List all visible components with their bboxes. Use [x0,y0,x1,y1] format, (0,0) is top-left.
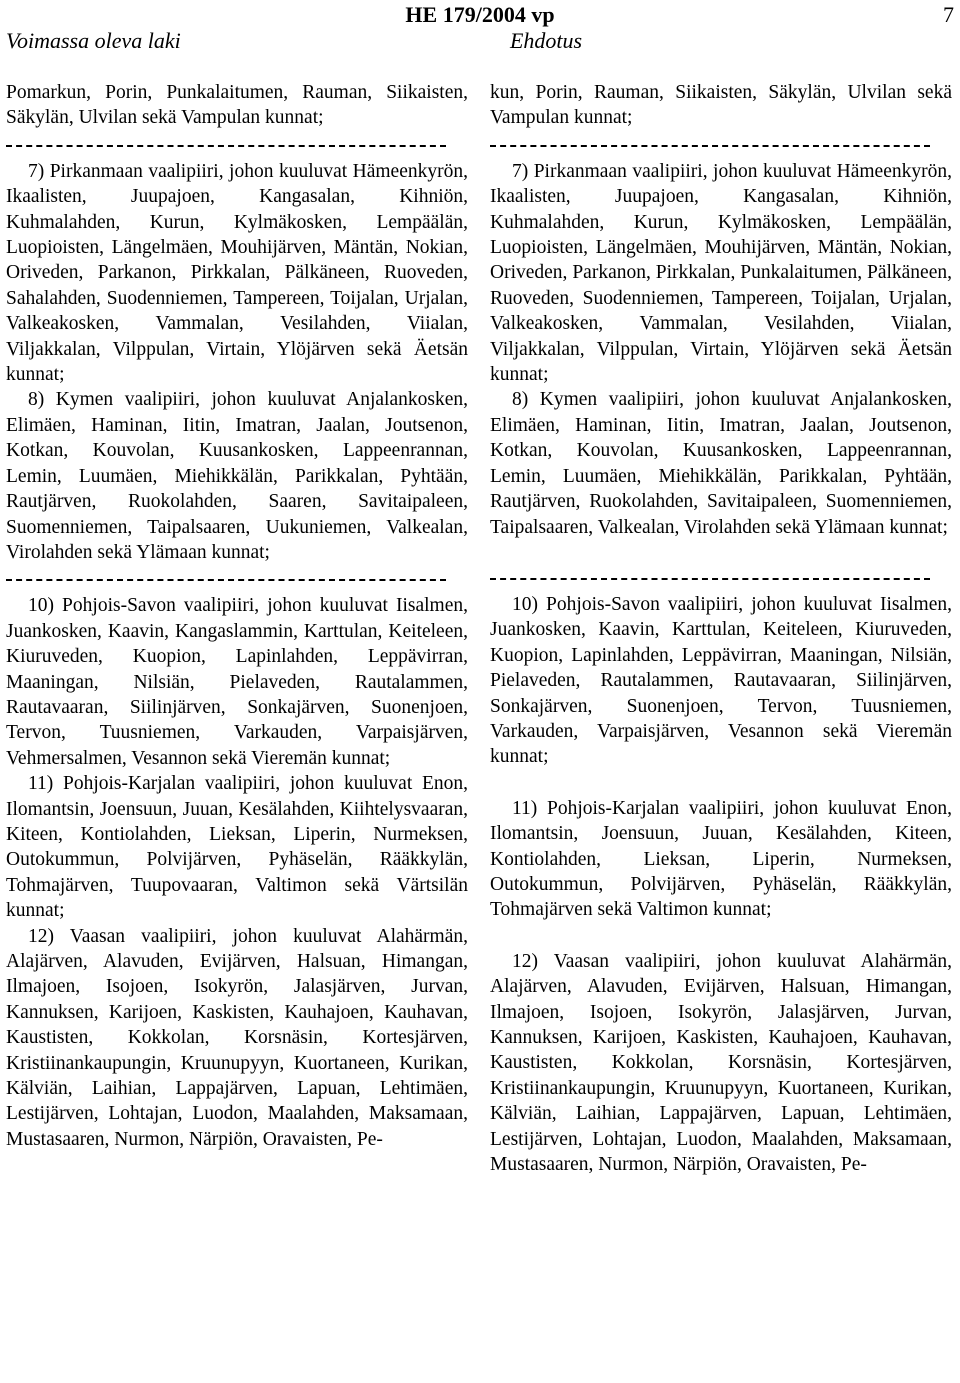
current-law-column [6,80,468,1152]
paragraph-8: 8) Kymen vaalipiiri, johon kuuluvat Anjalankosken, Elimäen, Haminan, Iitin, Imatran, Jaalan, Joutsenon, Kotkan, Kouvolan, Kuusankosken, Lappeenrannan, Lemin, Luumäen, Miehikkälän, Parikkalan, Pyhtään, Rautjärven, Ruokolahden, Savitaipaleen, Suomenniemen, Taipalsaaren, Valkealan, Virolahden sekä Ylämaan kunnat; [490,389,952,538]
spacer [490,923,952,949]
page-header [0,0,960,60]
proposal-label: Ehdotus [509,28,583,53]
document-id: HE 179/2004 vp [405,2,555,27]
proposal-column [490,80,952,1177]
spacer [490,770,952,796]
omission-divider [490,145,930,147]
current-law-label: Voimassa oleva laki [6,28,181,53]
paragraph-6-tail: Pomarkun, Porin, Punkalaitumen, Rauman, Siikaisten, Säkylän, Ulvilan sekä Vampulan kunnat; [6,82,468,129]
paragraph-7: 7) Pirkanmaan vaalipiiri, johon kuuluvat Hämeenkyrön, Ikaalisten, Juupajoen, Kangasalan, Kihniön, Kuhmalahden, Kurun, Kylmäkosken, Lempäälän, Luopioisten, Längelmäen, Mouhijärven, Mäntän, Nokian, Oriveden, Parkanon, Pirkkalan, Pälkäneen, Ruoveden, Sahalahden, Suodenniemen, Tampereen, Toijalan, Urjalan, Valkeakosken, Vammalan, Vesilahden, Viialan, Viljakkalan, Vilppulan, Virtain, Ylöjärven sekä Äetsän kunnat; [6,160,468,386]
omission-divider [6,579,446,581]
paragraph-10: 10) Pohjois-Savon vaalipiiri, johon kuuluvat Iisalmen, Juankosken, Kaavin, Kangaslammin, Karttulan, Keiteleen, Kiuruveden, Kuopion, Lapinlahden, Leppävirran, Maaningan, Nilsiän, Pielaveden, Rautalammen, Rautavaaran, Siilinjärven, Sonkajärven, Suonenjoen, Tervon, Tuusniemen, Varkauden, Varpaisjärven, Vehmersalmen, Vesannon sekä Vieremän kunnat; [6,595,468,769]
omission-divider [6,145,446,147]
paragraph-12: 12) Vaasan vaalipiiri, johon kuuluvat Alahärmän, Alajärven, Alavuden, Evijärven, Halsuan, Himangan, Ilmajoen, Isojoen, Isokyrön, Jalasjärven, Jurvan, Kannuksen, Karijoen, Kaskisten, Kauhajoen, Kauhavan, Kaustisten, Kokkolan, Korsnäsin, Kortesjärven, Kristiinankaupungin, Kruunupyyn, Kuortaneen, Kurikan, Kälviän, Laihian, Lappajärven, Lapuan, Lehtimäen, Lestijärven, Lohtajan, Luodon, Maalahden, Maksamaan, Mustasaaren, Nurmon, Närpiön, Oravaisten, Pe- [6,925,468,1150]
paragraph-8: 8) Kymen vaalipiiri, johon kuuluvat Anjalankosken, Elimäen, Haminan, Iitin, Imatran, Jaalan, Joutsenon, Kotkan, Kouvolan, Kuusankosken, Lappeenrannan, Lemin, Luumäen, Miehikkälän, Parikkalan, Pyhtään, Rautjärven, Ruokolahden, Saaren, Savitaipaleen, Suomenniemen, Taipalsaaren, Uukuniemen, Valkealan, Virolahden sekä Ylämaan kunnat; [6,389,468,563]
paragraph-7: 7) Pirkanmaan vaalipiiri, johon kuuluvat Hämeenkyrön, Ikaalisten, Juupajoen, Kangasalan, Kihniön, Kuhmalahden, Kurun, Kylmäkosken, Lempäälän, Luopioisten, Längelmäen, Mouhijärven, Mäntän, Nokian, Oriveden, Parkanon, Pirkkalan, Punkalaitumen, Pälkäneen, Ruoveden, Suodenniemen, Tampereen, Toijalan, Urjalan, Valkeakosken, Vammalan, Vesilahden, Viialan, Viljakkalan, Vilppulan, Virtain, Ylöjärven sekä Äetsän kunnat; [490,160,952,386]
paragraph-12: 12) Vaasan vaalipiiri, johon kuuluvat Alahärmän, Alajärven, Alavuden, Evijärven, Halsuan, Himangan, Ilmajoen, Isojoen, Isokyrön, Jalasjärven, Jurvan, Kannuksen, Karijoen, Kaskisten, Kauhajoen, Kauhavan, Kaustisten, Kokkolan, Korsnäsin, Kortesjärven, Kristiinankaupungin, Kruunupyyn, Kuortaneen, Kurikan, Kälviän, Laihian, Lappajärven, Lapuan, Lehtimäen, Lestijärven, Lohtajan, Luodon, Maalahden, Maksamaan, Mustasaaren, Nurmon, Närpiön, Oravaisten, Pe- [490,950,952,1176]
omission-divider [490,578,930,580]
page-number: 7 [943,2,954,27]
paragraph-6-tail: kun, Porin, Rauman, Siikaisten, Säkylän, Ulvilan sekä Vampulan kunnat; [490,82,952,129]
paragraph-11: 11) Pohjois-Karjalan vaalipiiri, johon kuuluvat Enon, Ilomantsin, Joensuun, Juuan, Kesälahden, Kiteen, Kontiolahden, Lieksan, Liperin, Nurmeksen, Outokummun, Polvijärven, Pyhäselän, Rääkkylän, Tohmajärven sekä Valtimon kunnat; [490,797,952,921]
paragraph-10: 10) Pohjois-Savon vaalipiiri, johon kuuluvat Iisalmen, Juankosken, Kaavin, Karttulan, Keiteleen, Kiuruveden, Kuopion, Lapinlahden, Leppävirran, Maaningan, Nilsiän, Pielaveden, Rautalammen, Rautavaaran, Siilinjärven, Sonkajärven, Suonenjoen, Tervon, Tuusniemen, Varkauden, Varpaisjärven, Vesannon sekä Vieremän kunnat; [490,593,952,768]
paragraph-11: 11) Pohjois-Karjalan vaalipiiri, johon kuuluvat Enon, Ilomantsin, Joensuun, Juuan, Kesälahden, Kiihtelysvaaran, Kiteen, Kontiolahden, Lieksan, Liperin, Nurmeksen, Outokummun, Polvijärven, Pyhäselän, Rääkkylän, Tohmajärven, Tuupovaaran, Valtimon sekä Värtsilän kunnat; [6,773,468,922]
